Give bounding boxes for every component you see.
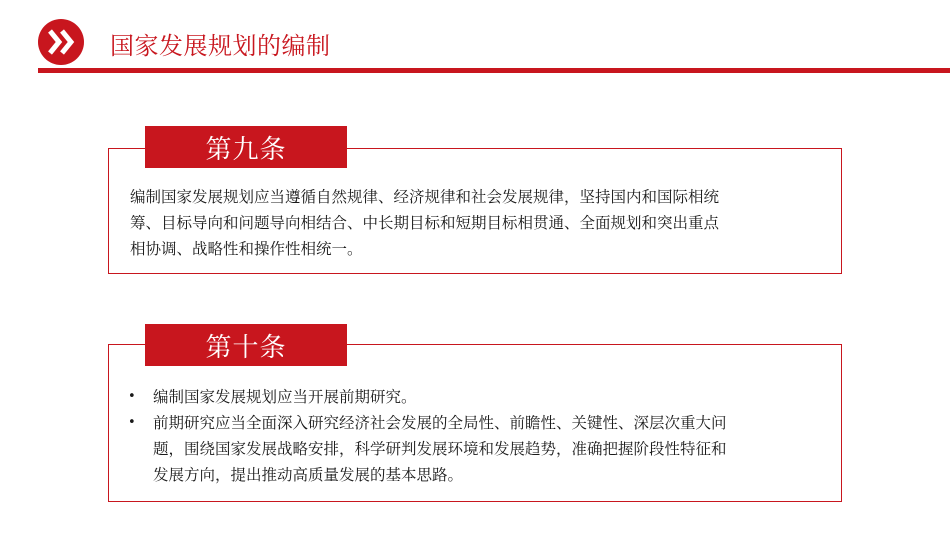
list-item (128, 384, 820, 410)
article-10-bullet-list (128, 384, 820, 488)
page-title: 国家发展规划的编制 (110, 32, 331, 60)
article-10-tag: 第十条 (145, 324, 347, 366)
double-chevron-right-icon (38, 19, 84, 65)
article-9-text: 编制国家发展规划应当遵循自然规律、经济规律和社会发展规律，坚持国内和国际相统 筹、目标导向和问题导向相结合、中长期目标和短期目标相贯通、全面规划和突出重点 相协调、战略性和操作性相统一。 (130, 188, 720, 258)
bullet-dot-icon: • (128, 415, 136, 430)
article-9-tag: 第九条 (145, 126, 347, 168)
bullet-text: 前期研究应当全面深入研究经济社会发展的全局性、前瞻性、关键性、深层次重大问 题，围绕国家发展战略安排，科学研判发展环境和发展趋势，准确把握阶段性特征和 发展方向，提出推动高质量发展的基本思路。 (153, 414, 727, 484)
bullet-dot-icon: • (128, 389, 136, 404)
list-item (128, 410, 820, 488)
bullet-text: 编制国家发展规划应当开展前期研究。 (153, 388, 417, 406)
header-divider (38, 68, 950, 73)
